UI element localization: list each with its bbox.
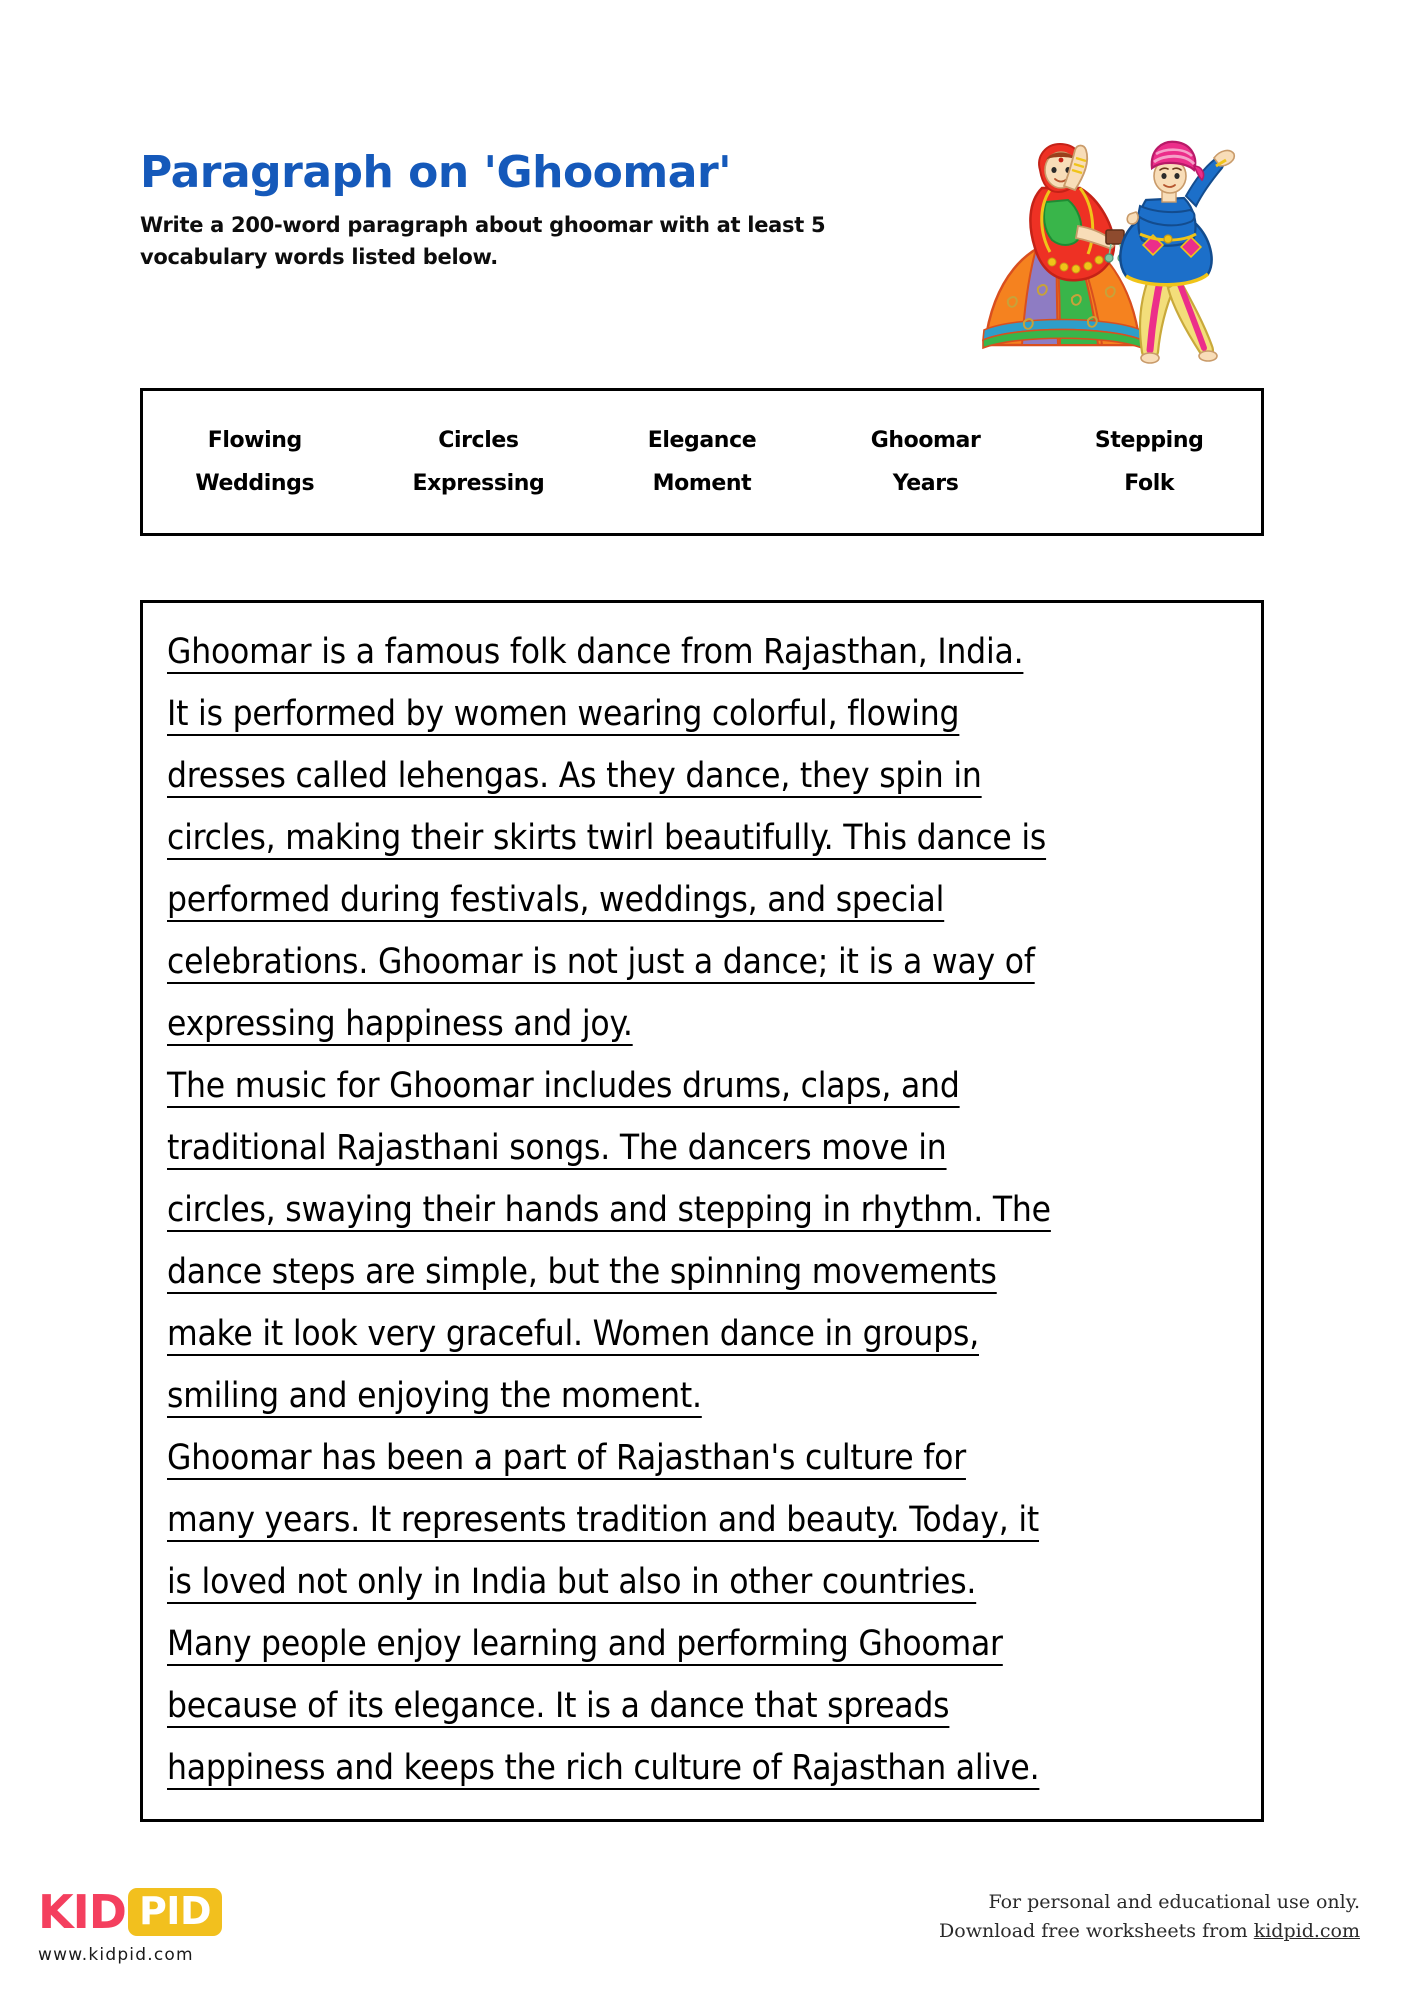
vocabulary-word: Weddings xyxy=(195,471,315,496)
answer-line: because of its elegance. It is a dance that spreads xyxy=(167,1686,950,1726)
footer-usage-note xyxy=(939,1888,1360,1947)
footer-note-line-1: For personal and educational use only. xyxy=(988,1891,1360,1913)
answer-line: is loved not only in India but also in other countries. xyxy=(167,1562,977,1602)
logo-website-url: www.kidpid.com xyxy=(38,1945,194,1965)
worksheet-instructions: Write a 200-word paragraph about ghoomar with at least 5 vocabulary words listed below. xyxy=(140,213,826,269)
vocabulary-word: Stepping xyxy=(1094,428,1204,453)
answer-line: many years. It represents tradition and beauty. Today, it xyxy=(167,1500,1040,1540)
answer-line: dance steps are simple, but the spinning movements xyxy=(167,1252,997,1292)
answer-line: dresses called lehengas. As they dance, they spin in xyxy=(167,756,982,796)
answer-line: celebrations. Ghoomar is not just a dance; it is a way of xyxy=(167,942,1035,982)
footer-note-prefix: Download free worksheets from xyxy=(939,1920,1254,1943)
vocabulary-row xyxy=(143,419,1261,462)
kidpid-logo[interactable] xyxy=(38,1885,268,1965)
answer-line: circles, making their skirts twirl beautifully. This dance is xyxy=(167,818,1047,858)
vocabulary-row xyxy=(143,462,1261,505)
answer-line: expressing happiness and joy. xyxy=(167,1004,633,1044)
logo-kid-text: KID xyxy=(38,1885,126,1939)
worksheet-header xyxy=(140,147,1040,273)
answer-line: make it look very graceful. Women dance in groups, xyxy=(167,1314,979,1354)
vocabulary-word: Circles xyxy=(438,428,519,453)
vocabulary-word: Moment xyxy=(652,471,752,496)
vocabulary-word: Elegance xyxy=(647,428,757,453)
kidpid-link[interactable]: kidpid.com xyxy=(1253,1920,1360,1943)
answer-line: Ghoomar has been a part of Rajasthan's culture for xyxy=(167,1438,966,1478)
answer-line: Ghoomar is a famous folk dance from Rajasthan, India. xyxy=(167,632,1024,672)
logo-wordmark xyxy=(38,1885,268,1939)
vocabulary-word-bank xyxy=(140,388,1264,536)
answer-line: circles, swaying their hands and stepping in rhythm. The xyxy=(167,1190,1051,1230)
vocabulary-word: Folk xyxy=(1124,471,1175,496)
answer-line: It is performed by women wearing colorful, flowing xyxy=(167,694,960,734)
logo-pid-text: PID xyxy=(128,1888,222,1936)
footer-note-line-2 xyxy=(939,1917,1360,1946)
answer-line: smiling and enjoying the moment. xyxy=(167,1376,702,1416)
vocabulary-word: Ghoomar xyxy=(870,428,981,453)
answer-paragraph-1 xyxy=(167,621,1237,1055)
vocabulary-word: Expressing xyxy=(412,471,545,496)
answer-line: traditional Rajasthani songs. The dancers move in xyxy=(167,1128,947,1168)
answer-paragraph-3 xyxy=(167,1427,1237,1799)
answer-line: Many people enjoy learning and performing Ghoomar xyxy=(167,1624,1003,1664)
answer-line: performed during festivals, weddings, and special xyxy=(167,880,945,920)
vocabulary-word: Years xyxy=(892,471,959,496)
answer-line: happiness and keeps the rich culture of Rajasthan alive. xyxy=(167,1748,1040,1788)
vocabulary-word: Flowing xyxy=(207,428,302,453)
answer-line: The music for Ghoomar includes drums, claps, and xyxy=(167,1066,960,1106)
ghoomar-dancers-illustration xyxy=(980,130,1280,370)
answer-paragraph-2 xyxy=(167,1055,1237,1427)
page-title: Paragraph on 'Ghoomar' xyxy=(140,147,732,198)
answer-text-box[interactable] xyxy=(140,600,1264,1822)
